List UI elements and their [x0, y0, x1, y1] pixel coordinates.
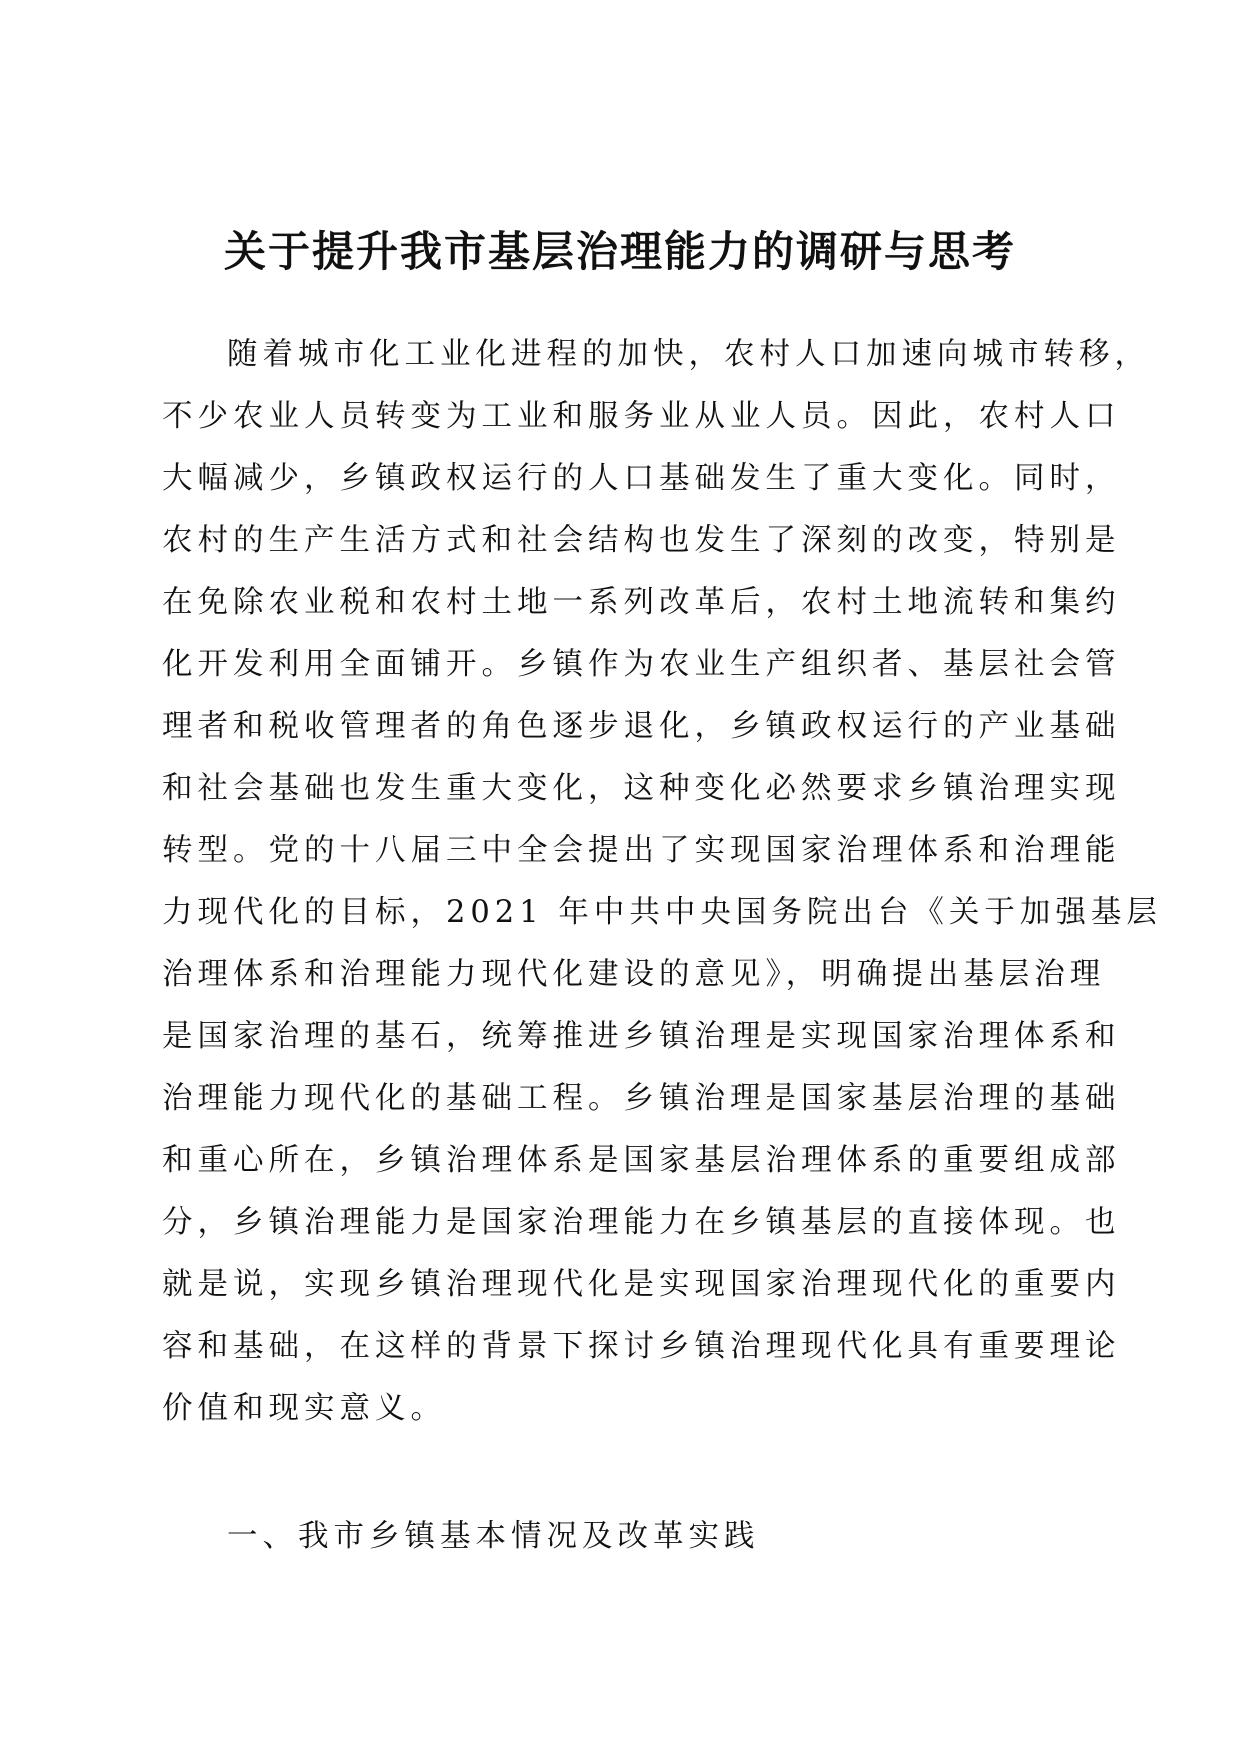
paragraph-line: 农村的生产生活方式和社会结构也发生了深刻的改变，特别是: [162, 523, 1121, 558]
paragraph-line: 转型。党的十八届三中全会提出了实现国家治理体系和治理能: [162, 833, 1121, 868]
paragraph-line: 在免除农业税和农村土地一系列改革后，农村土地流转和集约: [162, 585, 1121, 620]
paragraph-line: 容和基础，在这样的背景下探讨乡镇治理现代化具有重要理论: [162, 1329, 1121, 1364]
paragraph-line: 就是说，实现乡镇治理现代化是实现国家治理现代化的重要内: [162, 1267, 1121, 1302]
paragraph-line: 治理体系和治理能力现代化建设的意见》，明确提出基层治理: [162, 957, 1106, 992]
paragraph-line: 化开发利用全面铺开。乡镇作为农业生产组织者、基层社会管: [162, 647, 1121, 682]
paragraph-line: 理者和税收管理者的角色逐步退化，乡镇政权运行的产业基础: [162, 709, 1121, 744]
document-title: 关于提升我市基层治理能力的调研与思考: [223, 227, 1016, 276]
paragraph-line: 价值和现实意义。: [162, 1391, 446, 1426]
section-heading: 一、我市乡镇基本情况及改革实践: [227, 1519, 760, 1554]
paragraph-line: 治理能力现代化的基础工程。乡镇治理是国家基层治理的基础: [162, 1081, 1121, 1116]
paragraph-line: 是国家治理的基石，统筹推进乡镇治理是实现国家治理体系和: [162, 1019, 1121, 1054]
paragraph-line: 大幅减少，乡镇政权运行的人口基础发生了重大变化。同时，: [162, 461, 1121, 496]
paragraph-line: 不少农业人员转变为工业和服务业从业人员。因此，农村人口: [162, 399, 1121, 434]
paragraph-line: 和重心所在，乡镇治理体系是国家基层治理体系的重要组成部: [162, 1143, 1121, 1178]
paragraph-line: 随着城市化工业化进程的加快，农村人口加速向城市转移，: [227, 337, 1150, 372]
paragraph-line: 和社会基础也发生重大变化，这种变化必然要求乡镇治理实现: [162, 771, 1121, 806]
paragraph-line: 分，乡镇治理能力是国家治理能力在乡镇基层的直接体现。也: [162, 1205, 1121, 1240]
paragraph-line: 力现代化的目标，2021 年中共中央国务院出台《关于加强基层: [162, 895, 1162, 930]
